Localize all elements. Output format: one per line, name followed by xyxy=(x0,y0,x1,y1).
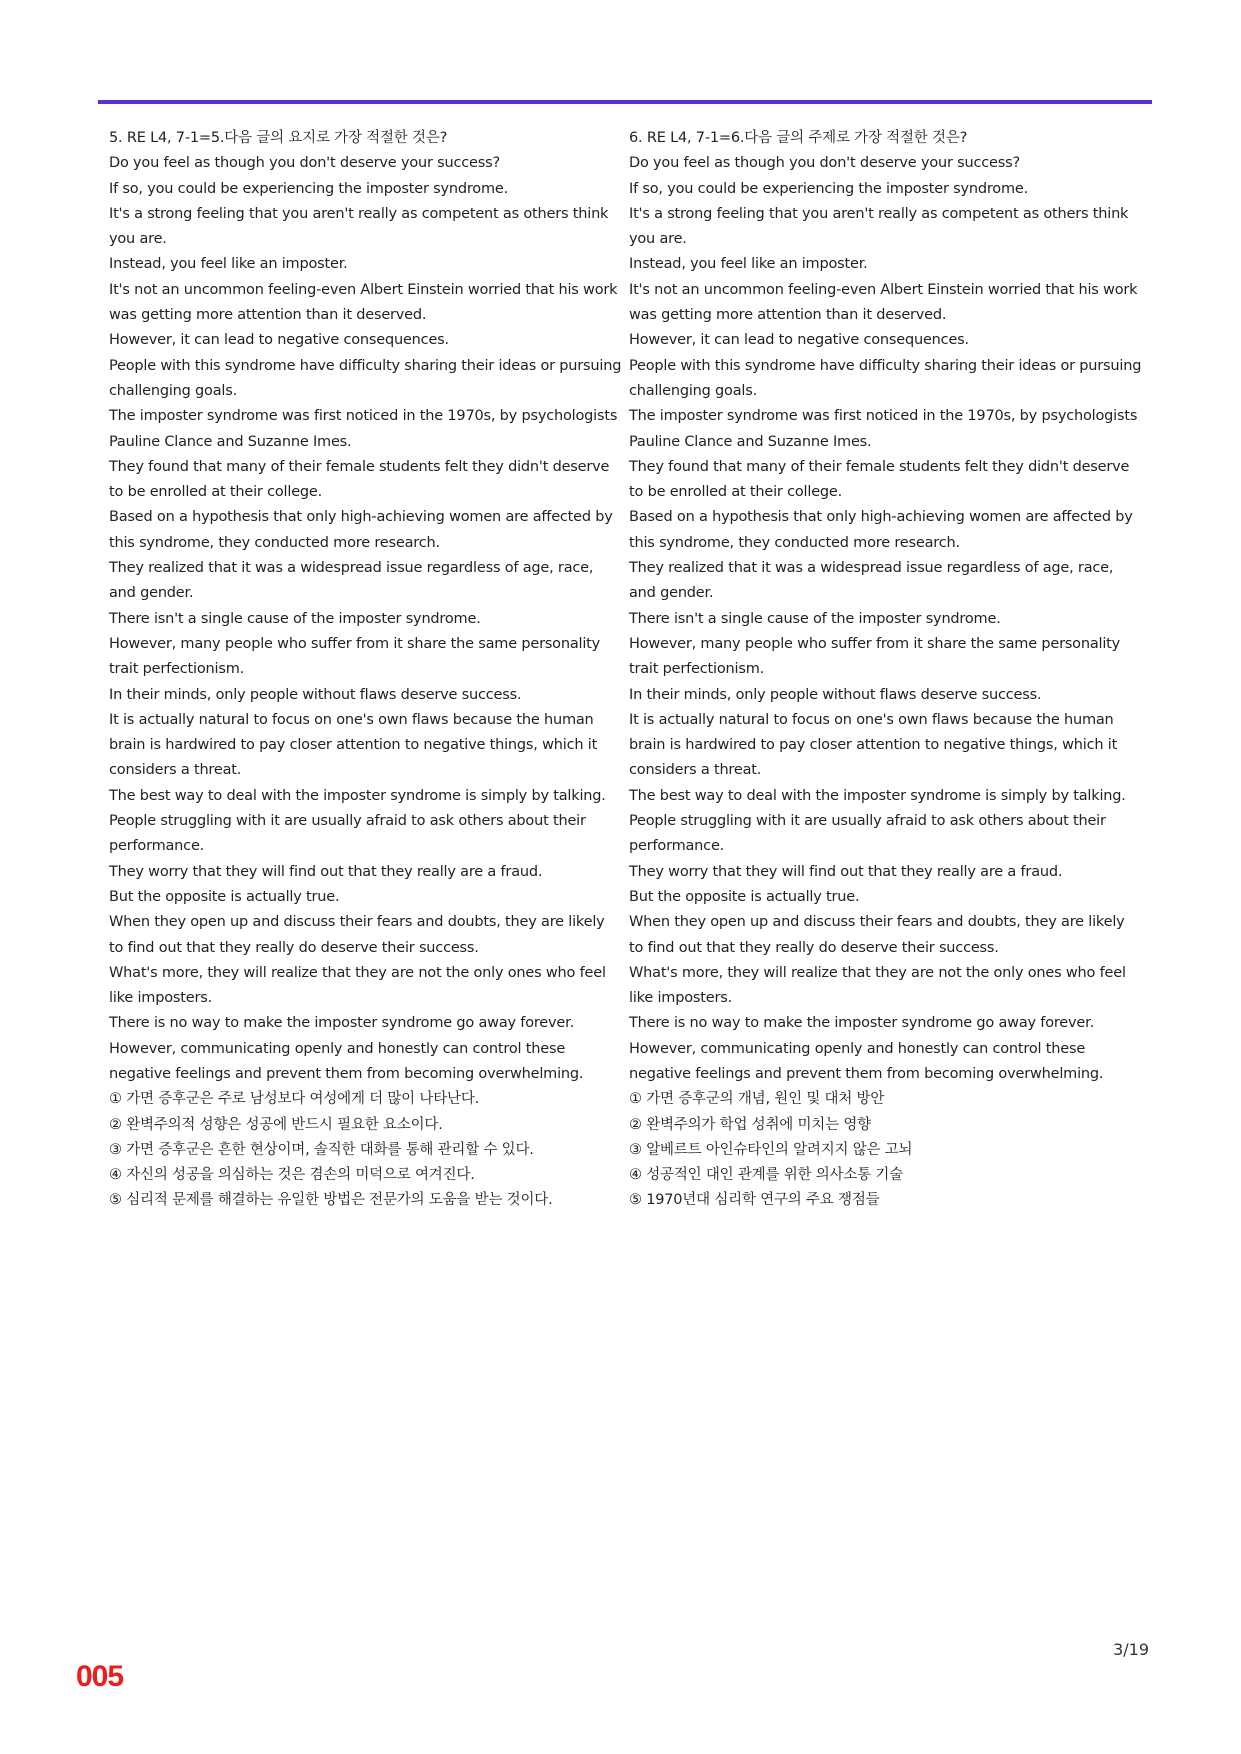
passage-sentence: Based on a hypothesis that only high-achieving women are affected by this syndrome, they conducted more research. xyxy=(629,509,1133,551)
passage-sentence: People struggling with it are usually afraid to ask others about their performance. xyxy=(109,813,586,855)
passage-sentence: It is actually natural to focus on one's own flaws because the human brain is hardwired to pay closer attention to negative things, which it considers a threat. xyxy=(109,711,598,779)
passage-sentence: There is no way to make the imposter syndrome go away forever. xyxy=(629,1015,1094,1032)
answer-option[interactable]: ④ 자신의 성공을 의심하는 것은 겸손의 미덕으로 여겨진다. xyxy=(109,1167,475,1184)
question-5 xyxy=(109,126,623,1214)
passage-sentence: But the opposite is actually true. xyxy=(629,888,860,905)
passage-sentence: However, it can lead to negative consequences. xyxy=(629,332,969,349)
passage-sentence: The best way to deal with the imposter syndrome is simply by talking. xyxy=(629,787,1126,804)
passage-sentence: There isn't a single cause of the imposter syndrome. xyxy=(629,610,1001,627)
passage-sentence: In their minds, only people without flaws deserve success. xyxy=(629,686,1042,703)
passage-sentence: Based on a hypothesis that only high-achieving women are affected by this syndrome, they conducted more research. xyxy=(109,509,613,551)
question-title: 5. RE L4, 7-1=5.다음 글의 요지로 가장 적절한 것은? xyxy=(109,130,448,146)
passage-sentence: It's not an uncommon feeling-even Albert Einstein worried that his work was getting more attention than it deserved. xyxy=(109,281,618,324)
passage-sentence: If so, you could be experiencing the imposter syndrome. xyxy=(629,180,1029,197)
passage-sentence: In their minds, only people without flaws deserve success. xyxy=(109,686,522,703)
passage-sentence: Instead, you feel like an imposter. xyxy=(629,256,868,273)
passage-sentence: But the opposite is actually true. xyxy=(109,888,340,905)
passage xyxy=(629,151,1143,1087)
answer-option[interactable]: ③ 가면 증후군은 흔한 현상이며, 솔직한 대화를 통해 관리할 수 있다. xyxy=(109,1141,534,1158)
passage xyxy=(109,151,623,1087)
passage-sentence: It is actually natural to focus on one's own flaws because the human brain is hardwired to pay closer attention to negative things, which it considers a threat. xyxy=(629,711,1118,779)
question-6 xyxy=(629,126,1143,1214)
answer-options xyxy=(629,1087,1143,1213)
passage-sentence: The imposter syndrome was first noticed in the 1970s, by psychologists Pauline Clance and Suzanne Imes. xyxy=(109,408,618,450)
passage-sentence: They worry that they will find out that they really are a fraud. xyxy=(109,863,543,880)
passage-sentence: However, many people who suffer from it share the same personality trait perfectionism. xyxy=(109,635,601,678)
passage-sentence: The best way to deal with the imposter syndrome is simply by talking. xyxy=(109,787,606,804)
passage-sentence: What's more, they will realize that they are not the only ones who feel like imposters. xyxy=(109,964,606,1007)
passage-sentence: They found that many of their female students felt they didn't deserve to be enrolled at their college. xyxy=(109,458,610,501)
passage-sentence: It's not an uncommon feeling-even Albert Einstein worried that his work was getting more attention than it deserved. xyxy=(629,281,1138,324)
passage-sentence: When they open up and discuss their fears and doubts, they are likely to find out that they really do deserve their success. xyxy=(109,914,605,956)
question-title: 6. RE L4, 7-1=6.다음 글의 주제로 가장 적절한 것은? xyxy=(629,130,968,146)
passage-sentence: They realized that it was a widespread issue regardless of age, race, and gender. xyxy=(109,560,594,602)
passage-sentence: Instead, you feel like an imposter. xyxy=(109,256,348,273)
passage-sentence: Do you feel as though you don't deserve your success? xyxy=(629,155,1020,172)
answer-option[interactable]: ④ 성공적인 대인 관계를 위한 의사소통 기술 xyxy=(629,1167,903,1184)
brand-logo: 005 xyxy=(76,1660,124,1693)
passage-sentence: However, communicating openly and honestly can control these negative feelings and prevent them from becoming overwhelming. xyxy=(109,1040,584,1082)
passage-sentence: People struggling with it are usually afraid to ask others about their performance. xyxy=(629,813,1106,855)
passage-sentence: They realized that it was a widespread issue regardless of age, race, and gender. xyxy=(629,560,1114,602)
answer-option[interactable]: ③ 알베르트 아인슈타인의 알려지지 않은 고뇌 xyxy=(629,1141,913,1158)
answer-option[interactable]: ⑤ 심리적 문제를 해결하는 유일한 방법은 전문가의 도움을 받는 것이다. xyxy=(109,1192,553,1209)
passage-sentence: There isn't a single cause of the imposter syndrome. xyxy=(109,610,481,627)
passage-sentence: If so, you could be experiencing the imposter syndrome. xyxy=(109,180,509,197)
passage-sentence: However, it can lead to negative consequences. xyxy=(109,332,449,349)
passage-sentence: They found that many of their female students felt they didn't deserve to be enrolled at their college. xyxy=(629,458,1130,501)
passage-sentence: They worry that they will find out that they really are a fraud. xyxy=(629,863,1063,880)
passage-sentence: It's a strong feeling that you aren't really as competent as others think you are. xyxy=(629,205,1129,248)
page-number: 3/19 xyxy=(1113,1640,1149,1659)
answer-option[interactable]: ② 완벽주의적 성향은 성공에 반드시 필요한 요소이다. xyxy=(109,1116,443,1133)
passage-sentence: However, communicating openly and honestly can control these negative feelings and prevent them from becoming overwhelming. xyxy=(629,1040,1104,1082)
answer-option[interactable]: ② 완벽주의가 학업 성취에 미치는 영향 xyxy=(629,1116,871,1133)
answer-option[interactable]: ⑤ 1970년대 심리학 연구의 주요 쟁점들 xyxy=(629,1192,880,1209)
header-divider xyxy=(98,100,1152,104)
passage-sentence: There is no way to make the imposter syndrome go away forever. xyxy=(109,1015,574,1032)
passage-sentence: People with this syndrome have difficulty sharing their ideas or pursuing challenging goals. xyxy=(109,357,622,399)
passage-sentence: People with this syndrome have difficulty sharing their ideas or pursuing challenging goals. xyxy=(629,357,1142,399)
passage-sentence: The imposter syndrome was first noticed in the 1970s, by psychologists Pauline Clance and Suzanne Imes. xyxy=(629,408,1138,450)
passage-sentence: However, many people who suffer from it share the same personality trait perfectionism. xyxy=(629,635,1121,678)
answer-option[interactable]: ① 가면 증후군의 개념, 원인 및 대처 방안 xyxy=(629,1091,885,1108)
passage-sentence: What's more, they will realize that they are not the only ones who feel like imposters. xyxy=(629,964,1126,1007)
answer-option[interactable]: ① 가면 증후군은 주로 남성보다 여성에게 더 많이 나타난다. xyxy=(109,1091,480,1108)
answer-options xyxy=(109,1087,623,1213)
passage-sentence: Do you feel as though you don't deserve your success? xyxy=(109,155,500,172)
passage-sentence: When they open up and discuss their fears and doubts, they are likely to find out that they really do deserve their success. xyxy=(629,914,1125,956)
passage-sentence: It's a strong feeling that you aren't really as competent as others think you are. xyxy=(109,205,609,248)
